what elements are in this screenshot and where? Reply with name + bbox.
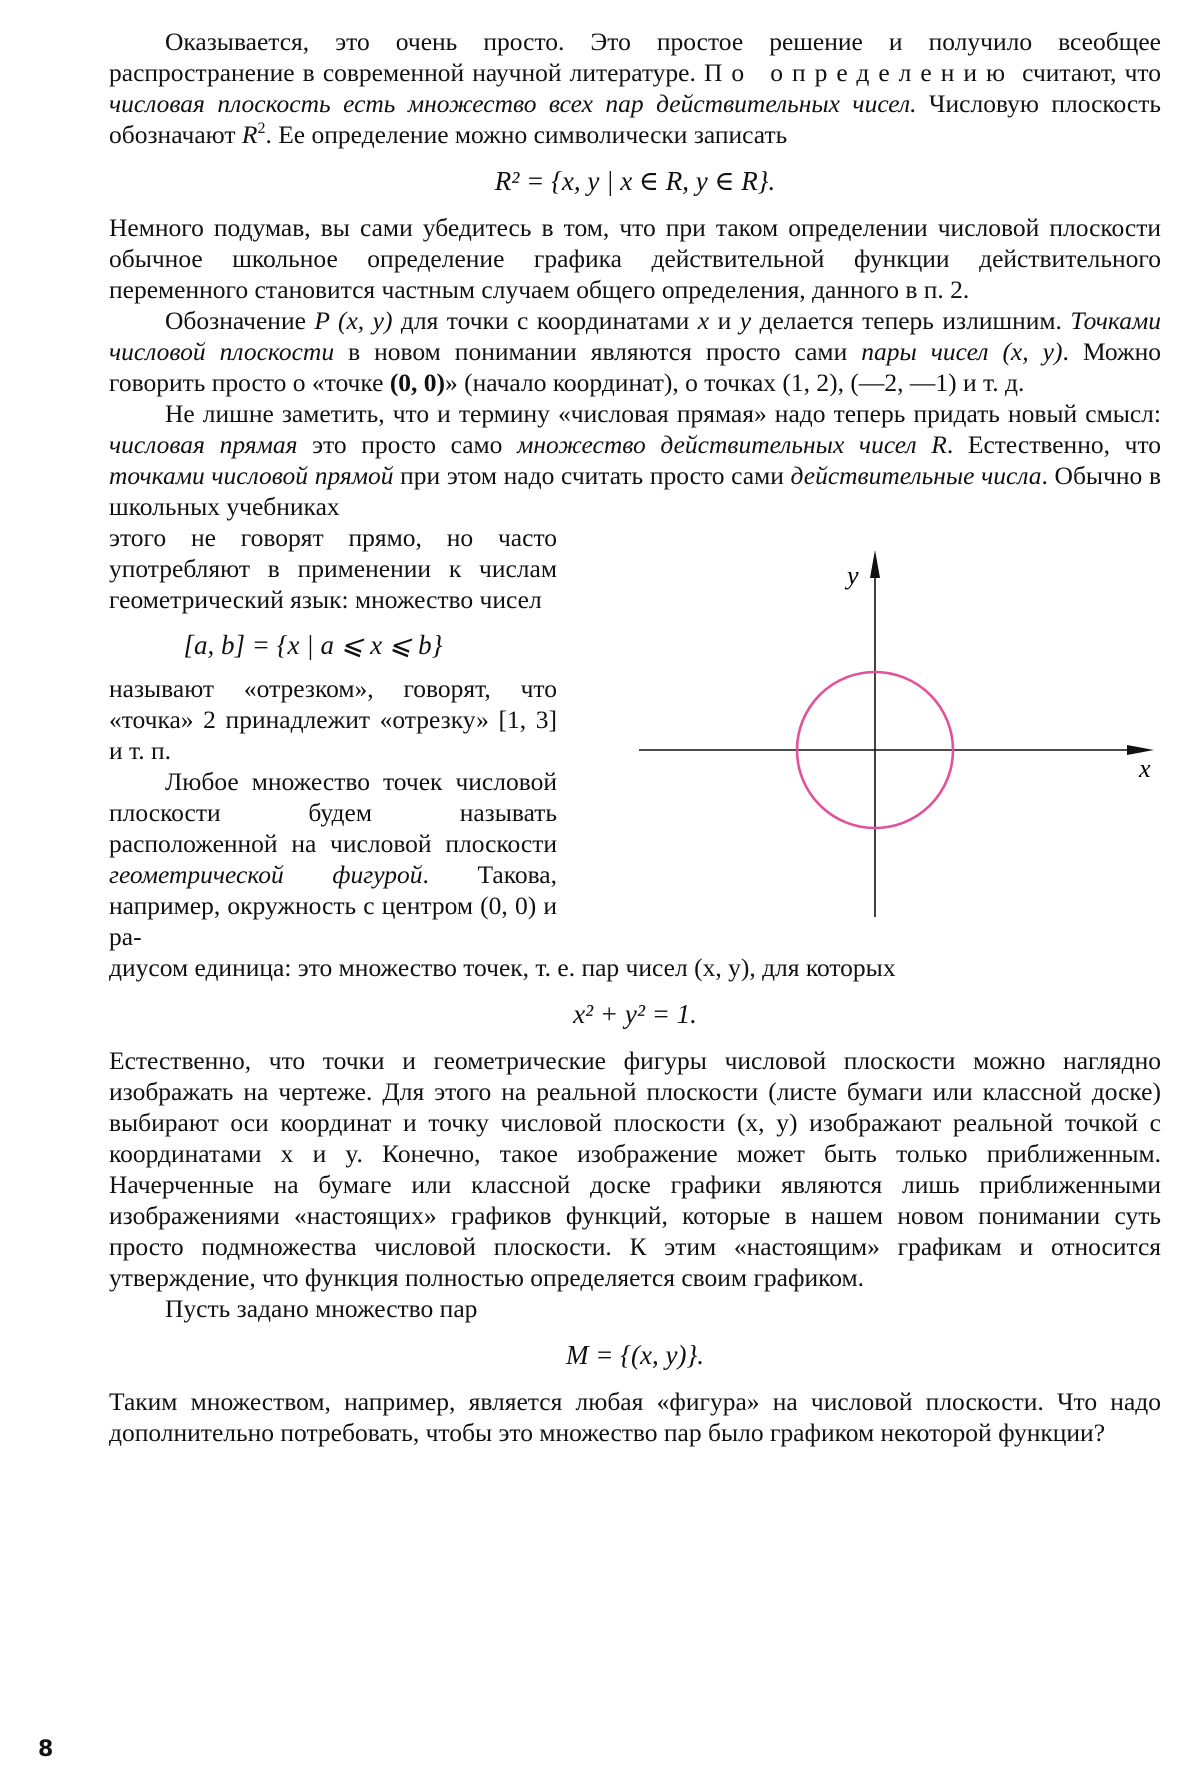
italic-text: действительные числа [790, 461, 1042, 490]
text-span: Не лишне заметить, что и термину «числовая прямая» надо теперь придать новый смысл: [165, 399, 1161, 428]
italic-text: пары чисел (x, y) [861, 337, 1063, 366]
symbol-R: R [241, 120, 258, 149]
text-span: Числовую плоскость обозначают [109, 89, 1161, 149]
italic-text: Точками числовой плоскости [109, 306, 1161, 366]
paragraph-segment: называют «отрезком», говорят, что «точка» 2 принадлежит «отрезку» [1, 3] и т. п. [109, 674, 557, 765]
formula-plane-definition: R² = {x, y | x ∈ R, y ∈ R}. [494, 166, 776, 196]
paragraph-number-line [109, 398, 1161, 522]
text-span: и [709, 306, 740, 335]
paragraph-school-definition: Немного подумав, вы сами убедитесь в том, что при таком определении числовой плоскости обычное школьное определение графика действительной функции действительного переменного становится частным случаем общего определения, данного в п. 2. [109, 213, 1161, 304]
text-span: . Обычно в школьных учебниках [109, 461, 1161, 521]
text-span: . Можно говорить просто о «точке [109, 337, 1161, 397]
paragraph-question: Таким множеством, например, является любая «фигура» на числовой плоскости. Что надо дополнительно потребовать, чтобы это множество пар было графиком некоторой функции? [109, 1387, 1161, 1447]
y-axis-label: y [847, 561, 859, 590]
paragraph-point-notation [109, 305, 1161, 398]
page-number: 8 [38, 1737, 54, 1762]
italic-text: геометрической фигурой [109, 860, 423, 889]
text-span: . Ее определение можно символически записать [265, 120, 788, 149]
text-span: при этом надо считать просто сами [393, 461, 791, 490]
text-span: это просто само [297, 430, 518, 459]
text-span: считают, что [1014, 58, 1161, 87]
text-span: . Такова, например, окружность с центром (0, 0) и ра- [109, 860, 557, 951]
paragraph-set-of-pairs: Пусть задано множество пар [165, 1294, 478, 1323]
formula-circle: x² + y² = 1. [573, 999, 697, 1029]
paragraph-definition [109, 26, 1161, 150]
formula-segment: [a, b] = {x | a ⩽ x ⩽ b} [183, 630, 443, 660]
paragraph-geometric-language: этого не говорят прямо, но часто употребляют в применении к числам геометрический язык: множество чисел [109, 523, 557, 614]
text-span: для точки с координатами [392, 306, 698, 335]
text-span: Обозначение [165, 306, 315, 335]
figure-section [109, 522, 1161, 952]
formula-set-M: M = {(x, y)}. [565, 1340, 704, 1370]
unit-circle-figure [639, 542, 1159, 942]
italic-text: точками числовой прямой [109, 461, 394, 490]
left-column [109, 522, 557, 952]
text-span: Любое множество точек числовой плоскости будем называть расположенной на числовой плоскости [109, 767, 557, 858]
italic-text: числовая прямая [109, 430, 298, 459]
bold-text: (0, 0) [389, 368, 446, 397]
paragraph-radius: диусом единица: это множество точек, т. е. пар чисел (x, y), для которых [109, 953, 896, 982]
text-span: . Естественно, что [946, 430, 1162, 459]
text-span: в новом понимании являются просто сами [334, 337, 862, 366]
italic-text: y [739, 306, 752, 335]
x-axis-label: x [1139, 754, 1151, 783]
text-span: Оказывается, это очень просто. Это простое решение и получило всеобщее распространение в современной научной литературе. [109, 27, 1161, 87]
italic-text: x [697, 306, 710, 335]
italic-text: множество действительных чисел R [517, 430, 947, 459]
paragraph-drawing: Естественно, что точки и геометрические фигуры числовой плоскости можно наглядно изображать на чертеже. Для этого на реальной плоскости (листе бумаги или классной доске) выбирают оси координат и точку числовой плоскости (x, y) изображают реальной точкой с координатами x и y. Конечно, такое изображение может быть только приближенным. Начерченные на бумаге или классной доске графики являются лишь приближенными изображениями «настоящих» графиков функций, которые в нашем новом понимании суть просто подмножества числовой плоскости. К этим «настоящим» графикам и относится утверждение, что функция полностью определяется своим графиком. [109, 1046, 1161, 1292]
italic-definition: числовая плоскость есть множество всех пар действительных чисел. [109, 89, 917, 118]
paragraph-geometric-figure [109, 766, 557, 952]
text-span: » (начало координат), о точках (1, 2), (—2, —1) и т. д. [445, 368, 1025, 397]
page-content [109, 26, 1161, 1448]
y-axis-arrow [870, 550, 880, 578]
text-span: делается теперь излишним. [751, 306, 1071, 335]
spaced-text: По определению [703, 58, 1015, 87]
italic-text: P (x, y) [314, 306, 393, 335]
superscript: 2 [257, 120, 266, 137]
